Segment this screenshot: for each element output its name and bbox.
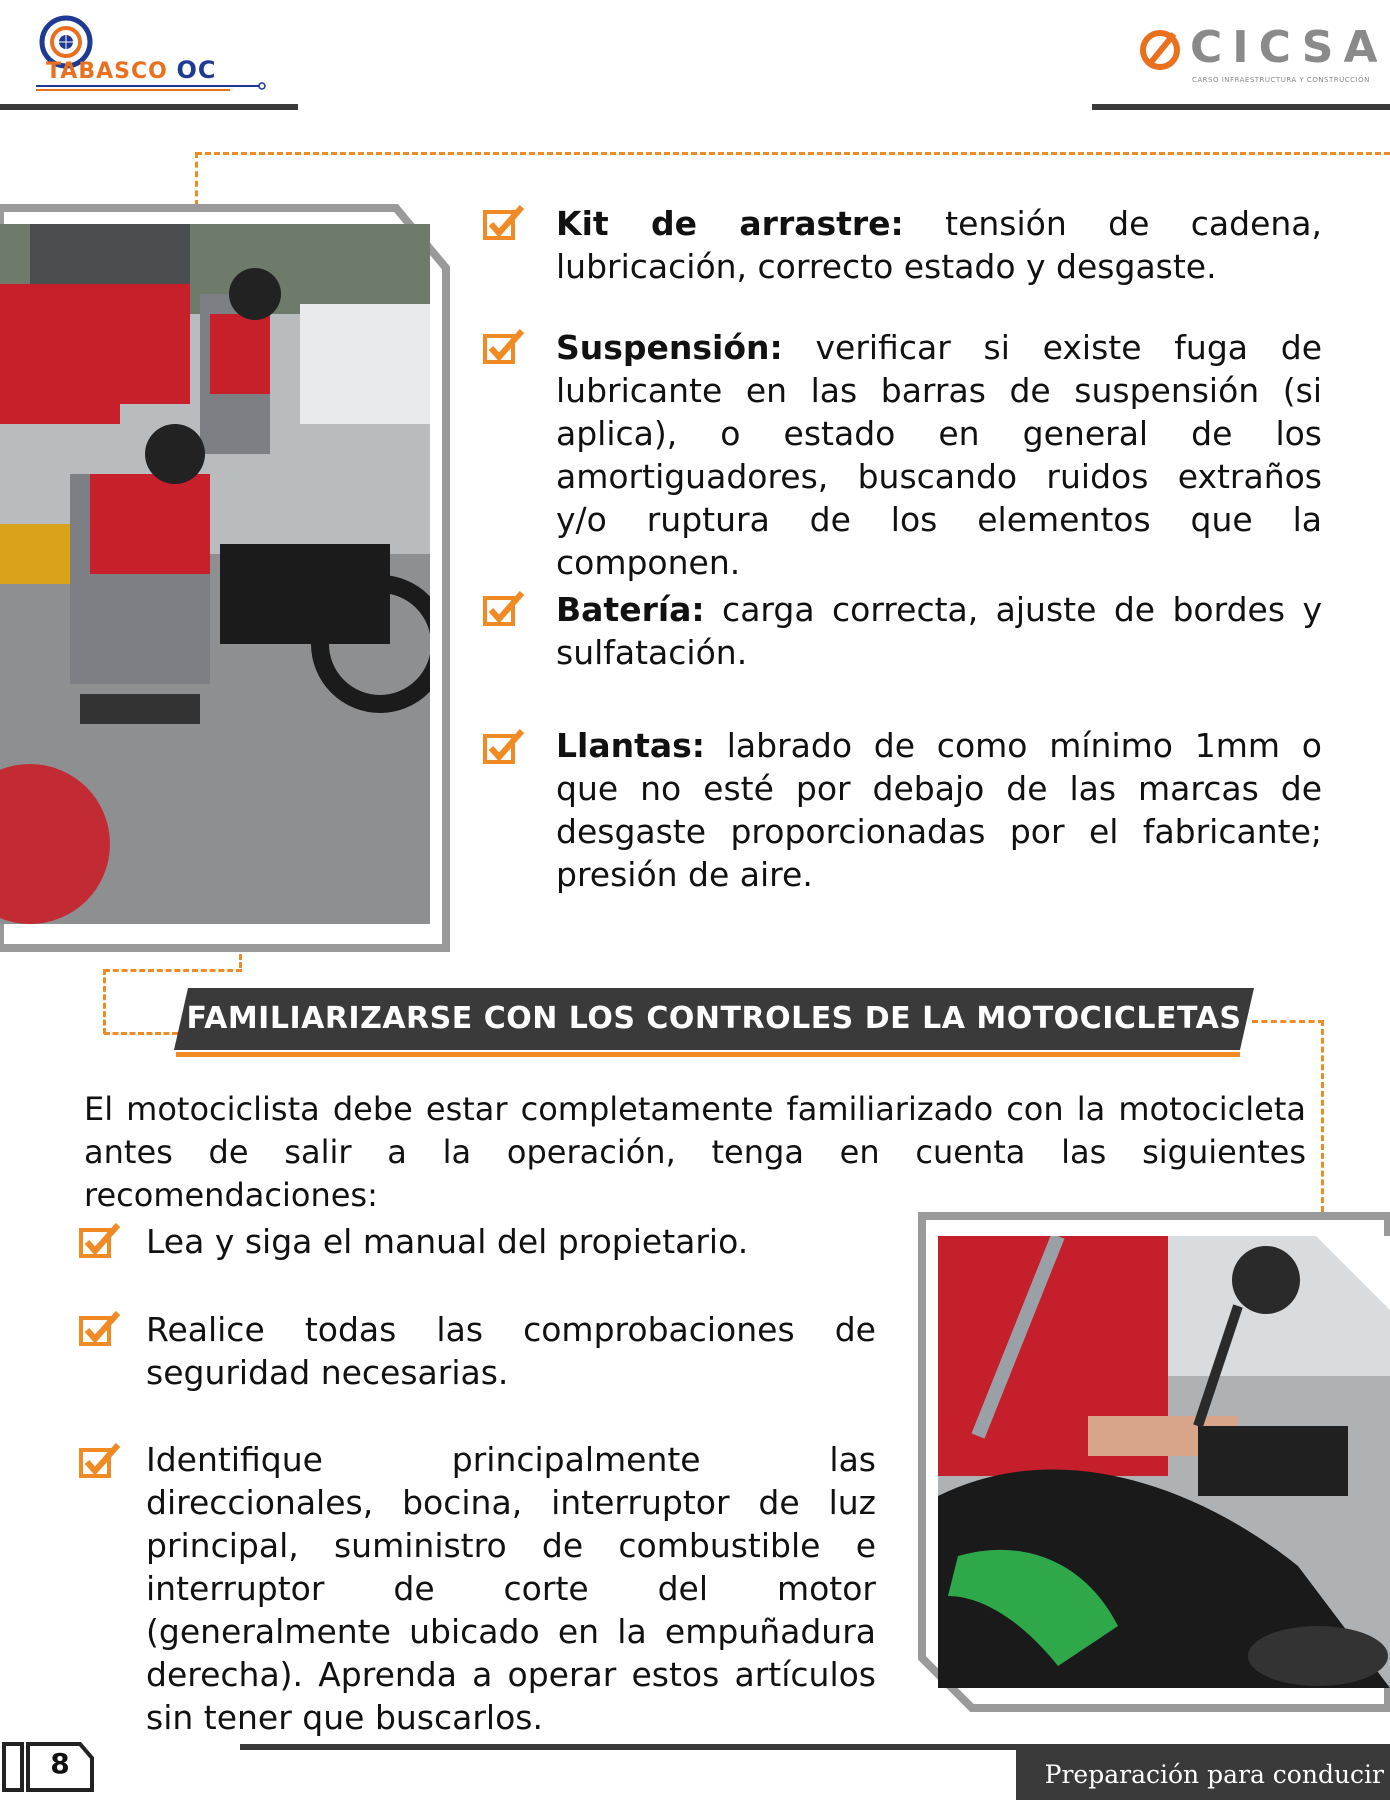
checkbox-checked-icon — [78, 1442, 122, 1480]
dotted-connector-top — [196, 152, 1390, 155]
cicsa-logo — [1136, 18, 1388, 88]
header-divider-left — [0, 104, 298, 110]
list-item-label: Suspensión: — [556, 328, 783, 367]
rider-hand-on-handlebar-image-icon — [938, 1236, 1390, 1688]
photo-motorcycle-controls — [938, 1236, 1390, 1688]
list-item-label: Kit de arrastre: — [556, 204, 904, 243]
dotted-connector-mid-bottom — [104, 1032, 178, 1035]
list-item: Realice todas las comprobaciones de seguridad necesarias. — [146, 1310, 876, 1392]
list-item-label: Llantas: — [556, 726, 705, 765]
checkbox-checked-icon — [482, 728, 526, 766]
section-title: FAMILIARIZARSE CON LOS CONTROLES DE LA MOTOCICLETAS — [186, 1001, 1242, 1036]
checkbox-checked-icon — [482, 590, 526, 628]
tabasco-logo-suffix: OC — [176, 56, 217, 84]
cicsa-logo-mark-icon — [1136, 26, 1186, 76]
list-item-text: verificar si existe fuga de lubricante en las barras de suspensión (si aplica), o estado en general de los amortiguadores, buscando ruidos extraños y/o ruptura de los elementos que la componen. — [556, 328, 1322, 582]
checkbox-checked-icon — [482, 328, 526, 366]
list-item — [556, 202, 1322, 288]
list-item: Identifique principalmente las direccionales, bocina, interruptor de luz principal, suministro de combustible e interruptor de corte del motor (generalmente ubicado en la empuñadura derecha). Aprenda a operar estos artículos sin tener que buscarlos. — [146, 1440, 876, 1737]
section-intro: El motociclista debe estar completamente familiarizado con la motocicleta antes de salir a la operación, tenga en cuenta las siguientes recomendaciones: — [84, 1090, 1306, 1214]
dotted-connector-right — [1252, 1020, 1324, 1023]
tabasco-logo-text: TABASCO — [46, 59, 168, 84]
checkbox-checked-icon — [78, 1222, 122, 1260]
section-title-underline — [176, 1052, 1240, 1057]
photo-motorcycle-inspection — [0, 224, 430, 924]
dotted-connector-top-drop — [195, 152, 198, 206]
mechanic-inspecting-motorcycle-image-icon — [0, 224, 430, 924]
list-item-text: tensión de cadena, lubricación, correcto estado y desgaste. — [556, 204, 1322, 286]
header-divider-right — [1092, 104, 1390, 110]
dotted-connector-mid — [104, 969, 242, 972]
dotted-connector-mid-left — [103, 969, 106, 1034]
dotted-connector-right-drop — [1321, 1020, 1324, 1212]
checkbox-checked-icon — [482, 204, 526, 242]
tabasco-logo-mark-icon — [30, 12, 270, 98]
list-item — [556, 588, 1322, 674]
cicsa-logo-text: CICSA — [1190, 22, 1388, 73]
list-item-text: carga correcta, ajuste de bordes y sulfatación. — [556, 590, 1322, 672]
checkbox-checked-icon — [78, 1310, 122, 1348]
list-item — [556, 326, 1322, 584]
footer-section-label: Preparación para conducir — [1044, 1760, 1384, 1789]
list-item-text: labrado de como mínimo 1mm o que no esté por debajo de las marcas de desgaste proporcionadas por el fabricante; presión de aire. — [556, 726, 1322, 894]
list-item: Lea y siga el manual del propietario. — [146, 1222, 749, 1261]
tabasco-oc-logo — [30, 12, 270, 98]
list-item — [556, 724, 1322, 896]
page-number: 8 — [50, 1747, 70, 1780]
cicsa-logo-subtitle: CARSO INFRAESTRUCTURA Y CONSTRUCCIÓN — [1192, 76, 1370, 84]
list-item-label: Batería: — [556, 590, 705, 629]
